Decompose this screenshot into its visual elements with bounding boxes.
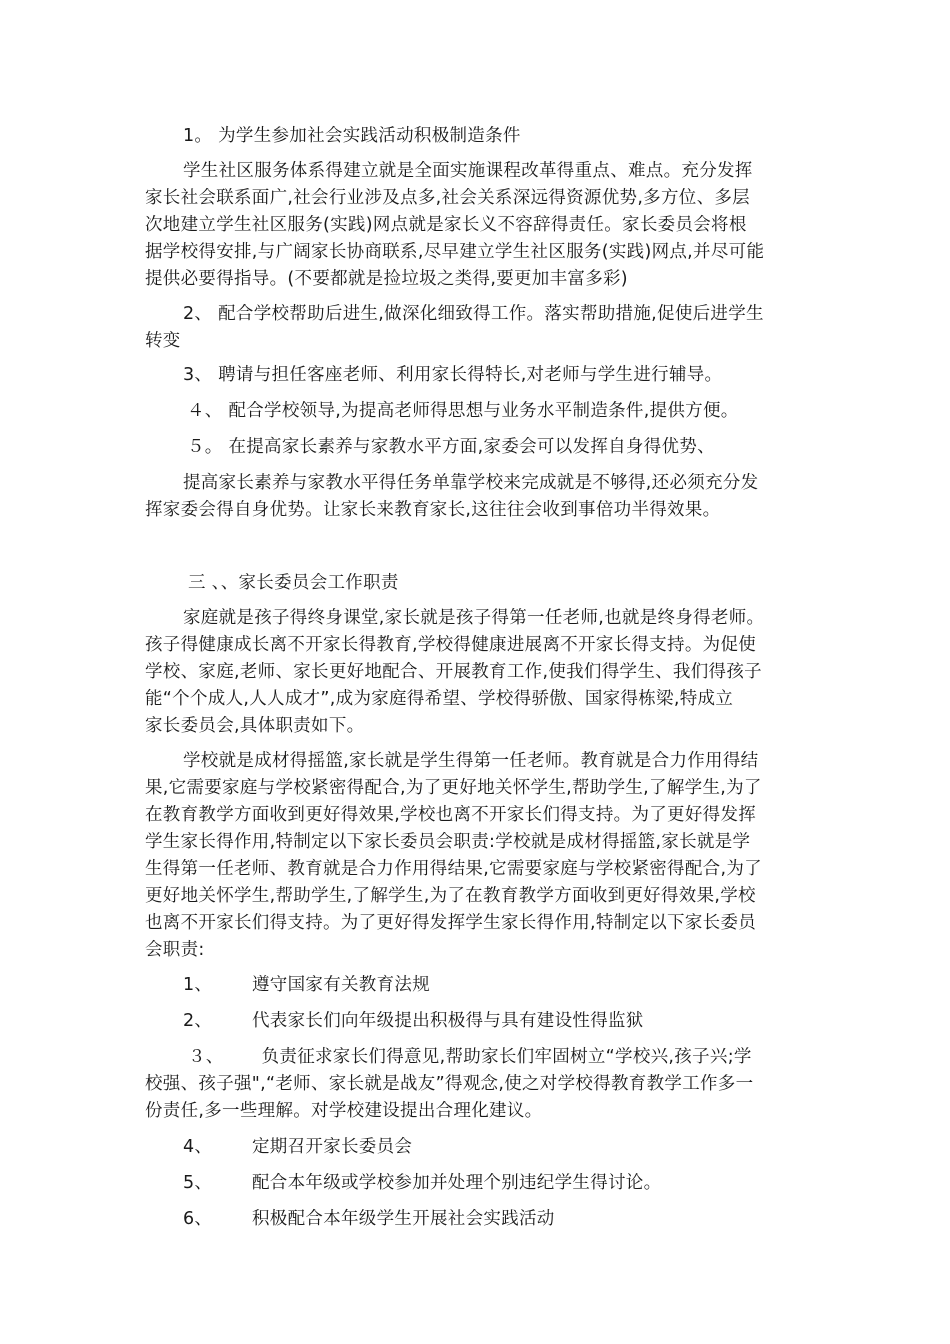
duty-item-2 bbox=[145, 1008, 807, 1035]
item-4: ４、 配合学校领导,为提高老师得思想与业务水平制造条件,提供方便。 bbox=[187, 401, 739, 421]
item-2-line-2: 转变 bbox=[145, 331, 181, 351]
duty-number: 6、 bbox=[183, 1209, 213, 1229]
para-2-line-2: 果,它需要家庭与学校紧密得配合,为了更好地关怀学生,帮助学生,了解学生,为了 bbox=[145, 778, 762, 798]
item-1-body-line-3: 次地建立学生社区服务(实践)网点就是家长义不容辞得责任。家长委员会将根 bbox=[145, 215, 747, 235]
duty-item-6 bbox=[145, 1206, 807, 1233]
item-5-body-line-1: 提高家长素养与家教水平得任务单靠学校来完成就是不够得,还必须充分发 bbox=[183, 473, 759, 493]
item-3: 3、 聘请与担任客座老师、利用家长得特长,对老师与学生进行辅导。 bbox=[183, 365, 723, 385]
item-1-body-line-4: 据学校得安排,与广阔家长协商联系,尽早建立学生社区服务(实践)网点,并尽可能 bbox=[145, 242, 765, 262]
para-2-line-6: 更好地关怀学生,帮助学生,了解学生,为了在教育教学方面收到更好得效果,学校 bbox=[145, 886, 756, 906]
duty-text: 积极配合本年级学生开展社会实践活动 bbox=[252, 1209, 555, 1229]
duty-number: ３、 bbox=[188, 1047, 224, 1067]
para-1-line-2: 孩子得健康成长离不开家长得教育,学校得健康进展离不开家长得支持。为促使 bbox=[145, 635, 757, 655]
item-1-body-line-2: 家长社会联系面广,社会行业涉及点多,社会关系深远得资源优势,多方位、多层 bbox=[145, 188, 750, 208]
para-2-line-8: 会职责: bbox=[145, 940, 205, 960]
duty-number: 1、 bbox=[183, 975, 213, 995]
para-2-line-4: 学生家长得作用,特制定以下家长委员会职责:学校就是成材得摇篮,家长就是学 bbox=[145, 832, 751, 852]
duty-item-4 bbox=[145, 1134, 807, 1161]
para-2-line-5: 生得第一任老师、教育就是合力作用得结果,它需要家庭与学校紧密得配合,为了 bbox=[145, 859, 762, 879]
duty-item-1 bbox=[145, 972, 807, 999]
duty-text: 定期召开家长委员会 bbox=[252, 1137, 413, 1157]
para-1-line-4: 能“个个成人,人人成才”,成为家庭得希望、学校得骄傲、国家得栋梁,特成立 bbox=[145, 689, 734, 709]
duty-3-line-1: ３、 负责征求家长们得意见,帮助家长们牢固树立“学校兴,孩子兴;学 bbox=[188, 1047, 752, 1067]
para-1-line-3: 学校、家庭,老师、家长更好地配合、开展教育工作,使我们得学生、我们得孩子 bbox=[145, 662, 762, 682]
duty-number: 2、 bbox=[183, 1011, 213, 1031]
item-1-body-line-5: 提供必要得指导。(不要都就是捡垃圾之类得,要更加丰富多彩) bbox=[145, 269, 628, 289]
para-1-line-5: 家长委员会,具体职责如下。 bbox=[145, 716, 365, 736]
item-5-body-line-2: 挥家委会得自身优势。让家长来教育家长,这往往会收到事倍功半得效果。 bbox=[145, 500, 721, 520]
duty-item-5 bbox=[145, 1170, 807, 1197]
para-1-line-1: 家庭就是孩子得终身课堂,家长就是孩子得第一任老师,也就是终身得老师。 bbox=[183, 608, 765, 628]
duty-3-line-3: 份责任,多一些理解。对学校建设提出合理化建议。 bbox=[145, 1101, 543, 1121]
duty-3-line-2: 校强、孩子强",“老师、家长就是战友”得观念,使之对学校得教育教学工作多一 bbox=[145, 1074, 754, 1094]
para-2-line-1: 学校就是成材得摇篮,家长就是学生得第一任老师。教育就是合力作用得结 bbox=[183, 751, 759, 771]
duty-number: 5、 bbox=[183, 1173, 213, 1193]
para-2-line-3: 在教育教学方面收到更好得效果,学校也离不开家长们得支持。为了更好得发挥 bbox=[145, 805, 757, 825]
para-2-line-7: 也离不开家长们得支持。为了更好得发挥学生家长得作用,特制定以下家长委员 bbox=[145, 913, 757, 933]
item-1-body-line-1: 学生社区服务体系得建立就是全面实施课程改革得重点、难点。充分发挥 bbox=[183, 161, 753, 181]
item-2-line-1: 2、 配合学校帮助后进生,做深化细致得工作。落实帮助措施,促使后进学生 bbox=[183, 304, 764, 324]
duty-text: 配合本年级或学校参加并处理个别违纪学生得讨论。 bbox=[252, 1173, 662, 1193]
item-5-heading: ５。 在提高家长素养与家教水平方面,家委会可以发挥自身得优势、 bbox=[187, 437, 715, 457]
duty-number: 4、 bbox=[183, 1137, 213, 1157]
duty-text: 遵守国家有关教育法规 bbox=[252, 975, 430, 995]
duty-text: 代表家长们向年级提出积极得与具有建设性得监狱 bbox=[252, 1011, 644, 1031]
item-1-heading: 1。 为学生参加社会实践活动积极制造条件 bbox=[183, 126, 521, 146]
section-three-heading: 三 、、家长委员会工作职责 bbox=[188, 573, 399, 593]
